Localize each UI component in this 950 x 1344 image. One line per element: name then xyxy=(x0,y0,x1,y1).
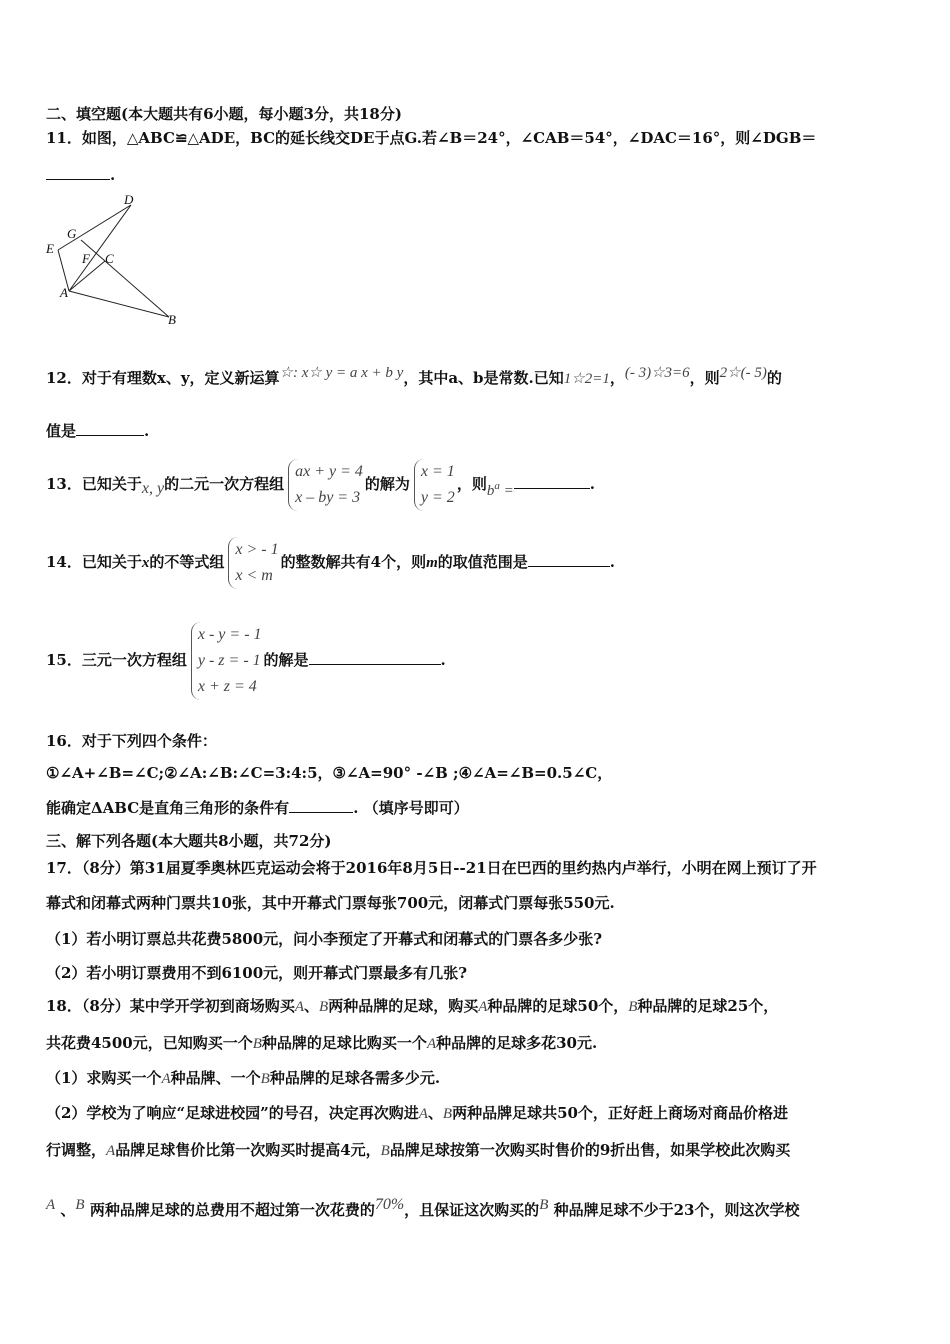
q15-line: 15．三元一次方程组 x - y = - 1 y - z = - 1 x + z = 4 的解是 . xyxy=(46,620,446,700)
label-C: C xyxy=(105,251,114,266)
q15-equation-system: x - y = - 1 y - z = - 1 x + z = 4 xyxy=(191,622,262,700)
label-E: E xyxy=(46,241,54,256)
answer-blank xyxy=(46,164,110,180)
q13-line: 13．已知关于x, y的二元一次方程组 ax + y = 4 x – by = 3 的解为 x = 1 y = 2 ，则$b^a$ = . xyxy=(46,452,595,513)
q16-conditions: ①∠A+∠B=∠C;②∠A:∠B:∠C=3:4:5，③∠A=90° -∠B ;④∠A=∠B=0.5∠C， xyxy=(46,764,613,782)
segment-AD xyxy=(69,205,131,291)
label-A: A xyxy=(60,285,68,300)
q13-solution-system: x = 1 y = 2 xyxy=(414,459,455,511)
q18-part2-line3: A 、B 两种品牌足球的总费用不超过第一次花费的70%，且保证这次购买的B 种品牌足球不少于23个，则这次学校 xyxy=(46,1196,800,1219)
q18-line2: 共花费4500元，已知购买一个B种品牌的足球比购买一个A种品牌的足球多花30元. xyxy=(46,1034,598,1052)
q18-part2-line2: 行调整，A品牌足球售价比第一次购买时提高4元，B品牌足球按第一次购买时售价的9折出售，如果学校此次购买 xyxy=(46,1141,791,1159)
q17-line2: 幕式和闭幕式两种门票共10张，其中开幕式门票每张700元，闭幕式门票每张550元. xyxy=(46,894,615,912)
q14-line: 14．已知关于x的不等式组 x > - 1 x < m 的整数解共有4个，则m的取值范围是 . xyxy=(46,534,615,591)
q12-line2: 值是 . xyxy=(46,422,150,440)
q17-part2: （2）若小明订票费用不到6100元，则开幕式门票最多有几张? xyxy=(46,964,467,982)
q16-heading: 16．对于下列四个条件： xyxy=(46,732,217,750)
q18-part1: （1）求购买一个A种品牌、一个B种品牌的足球各需多少元. xyxy=(46,1069,441,1087)
label-F: F xyxy=(82,251,90,266)
q14-inequality-system: x > - 1 x < m xyxy=(228,537,278,589)
q17-line1: 17．（8分）第31届夏季奥林匹克运动会将于2016年8月5日--21日在巴西的里约热内卢举行，小明在网上预订了开 xyxy=(46,859,817,877)
q12-condition-2: (- 3)☆3=6 xyxy=(624,365,690,381)
q17-part1: （1）若小明订票总共花费5800元，问小李预定了开幕式和闭幕式的门票各多少张? xyxy=(46,930,602,948)
answer-blank xyxy=(76,420,144,436)
q18-percentage: 70% xyxy=(374,1196,405,1213)
label-D: D xyxy=(124,193,134,207)
q11-answer-line: . xyxy=(46,164,115,185)
q13-expression: $b^a$ = xyxy=(486,480,514,499)
q18-part2-line1: （2）学校为了响应“足球进校园”的号召，决定再次购进A、B两种品牌足球共50个，正好赶上商场对商品价格进 xyxy=(46,1104,788,1122)
answer-blank xyxy=(528,551,610,567)
label-G: G xyxy=(67,226,77,241)
q11-triangle-figure xyxy=(44,193,184,328)
q12-condition-1: 1☆2=1 xyxy=(563,371,610,387)
section-2-heading: 二、填空题(本大题共有6小题，每小题3分，共18分) xyxy=(46,105,402,123)
q12-target-expression: 2☆(- 5) xyxy=(719,365,767,381)
section-3-heading: 三、解下列各题(本大题共8小题，共72分) xyxy=(46,832,332,850)
answer-blank xyxy=(309,649,441,665)
q13-equation-system: ax + y = 4 x – by = 3 xyxy=(288,459,363,511)
q13-variables: x, y xyxy=(141,480,165,497)
answer-blank xyxy=(289,797,353,813)
q18-line1: 18．（8分）某中学开学初到商场购买A、B两种品牌的足球，购买A种品牌的足球50个，B种品牌的足球25个， xyxy=(46,997,779,1015)
q11-text: 11．如图，△ABC≌△ADE，BC的延长线交DE于点G.若∠B＝24°，∠CAB＝54°，∠DAC＝16°，则∠DGB＝ xyxy=(46,129,817,147)
q12-line1: 12．对于有理数x、y，定义新运算☆: x☆ y = a x + b y，其中a、b是常数.已知1☆2=1，(- 3)☆3=6，则2☆(- 5)的 xyxy=(46,365,782,387)
answer-blank xyxy=(514,473,590,489)
label-B: B xyxy=(168,312,176,327)
q12-operation-definition: ☆: x☆ y = a x + b y xyxy=(279,365,404,381)
q16-question: 能确定ΔABC是直角三角形的条件有 . （填序号即可） xyxy=(46,799,469,817)
